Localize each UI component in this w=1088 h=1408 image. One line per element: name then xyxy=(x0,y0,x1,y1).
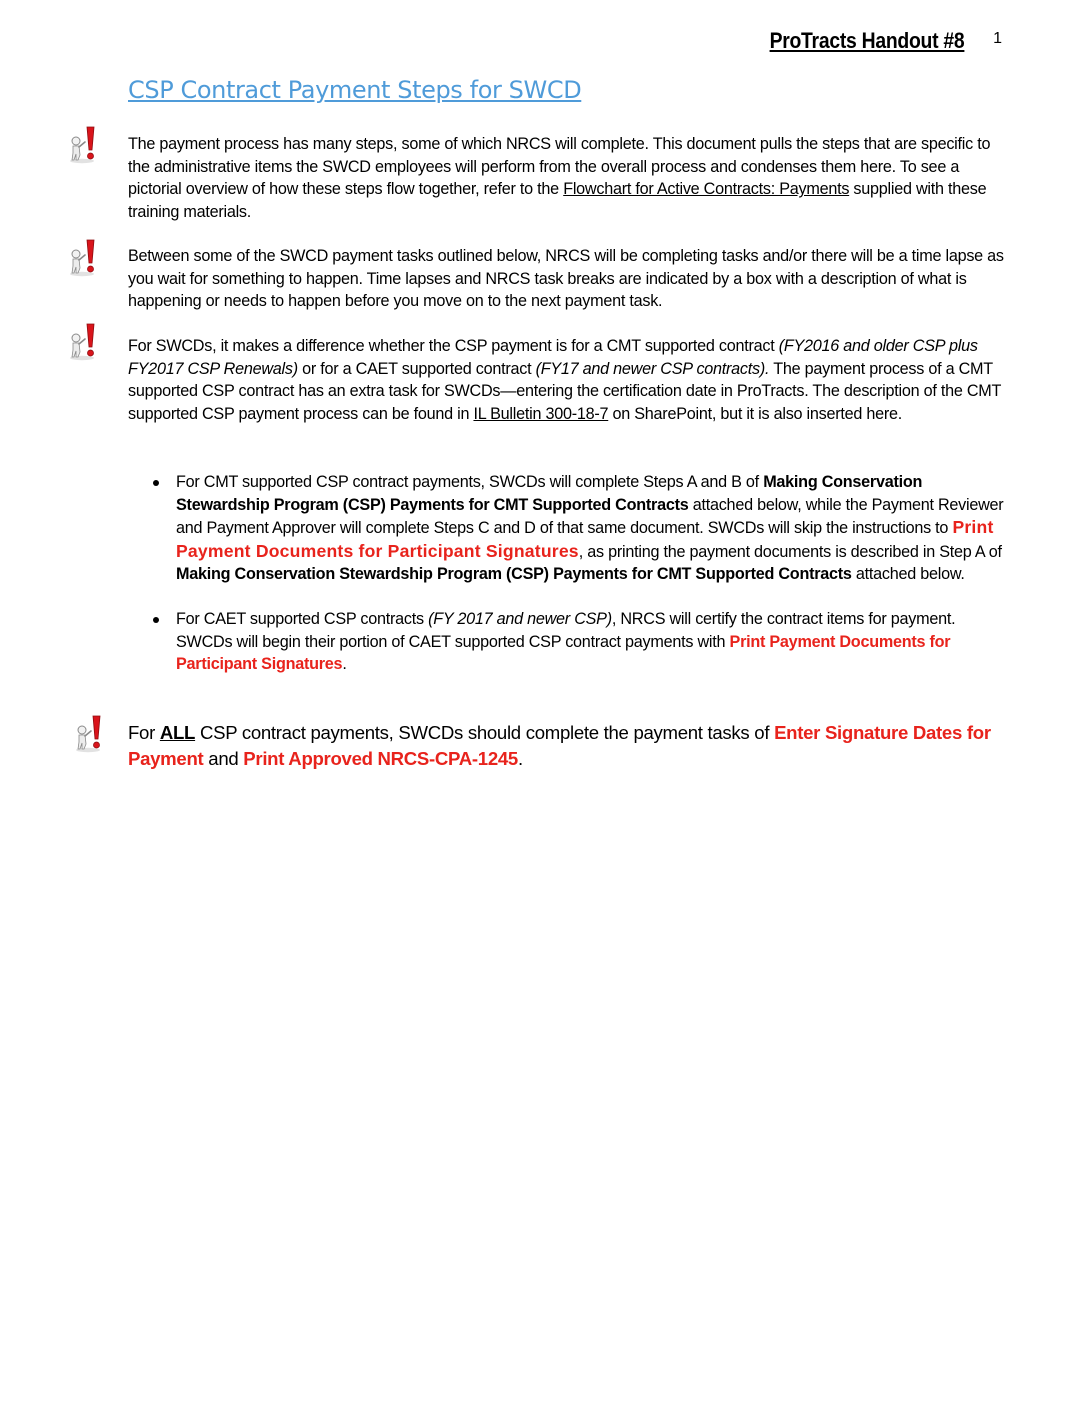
handout-label: ProTracts Handout #8 xyxy=(769,28,964,53)
b2-text-b: , NRCS will certify the contract items for payment. SWCDs will begin their portion of CAET supported CSP contract payments with xyxy=(176,609,956,651)
enter-signature-dates-link[interactable]: Enter Signature Dates for Payment xyxy=(128,722,991,769)
document-title[interactable]: CSP Contract Payment Steps for SWCD xyxy=(128,76,582,104)
b1-bold-doc-title: Making Conservation Stewardship Program (CSP) Payments for CMT Supported Contracts xyxy=(176,473,923,514)
final-all-emphasis: ALL xyxy=(159,722,196,743)
exclamation-figure-icon xyxy=(66,321,102,361)
b1-text-c: , as printing the payment documents is described in Step A of xyxy=(578,542,1002,561)
p3-text-c: The payment process of a CMT supported CSP contract has an extra task for SWCDs—entering the certification date in ProTracts. The description of the CMT supported CSP payment process can be found in xyxy=(128,359,1001,423)
cmt-caet-paragraph xyxy=(128,335,1008,425)
bullet-dot xyxy=(153,617,159,623)
b1-text-b: attached below, while the Payment Reviewer and Payment Approver will complete Steps C and D of that same document. SWCDs will skip the instructions to xyxy=(176,495,1004,538)
b1-text-d: attached below. xyxy=(851,565,965,584)
final-text-b: CSP contract payments, SWCDs should complete the payment tasks of xyxy=(195,722,775,743)
p3-text-d: on SharePoint, but it is also inserted here. xyxy=(608,404,903,423)
b2-text-a: For CAET supported CSP contracts xyxy=(176,609,429,628)
bullet-caet xyxy=(128,608,1008,676)
b1-text-a: For CMT supported CSP contract payments, SWCDs will complete Steps A and B of xyxy=(176,473,764,491)
time-lapse-paragraph: Between some of the SWCD payment tasks outlined below, NRCS will be completing tasks and/or there will be a time lapse as you wait for something to happen. Time lapses and NRCS task breaks are indicated by a box with a description of what is happening or needs to happen before you move on to the next payment task. xyxy=(128,247,1004,311)
intro-text: The payment process has many steps, some of which NRCS will complete. This document pulls the steps that are specific to the administrative items the SWCD employees will perform from the overall process and condenses them here. To see a pictorial overview of how these steps flow together, refer to the xyxy=(128,135,991,199)
print-payment-docs-link[interactable]: Print Payment Documents for Participant Signatures xyxy=(176,517,994,561)
payment-bullets xyxy=(128,471,1008,676)
exclamation-figure-icon xyxy=(66,237,102,277)
final-text-a: For xyxy=(128,722,160,743)
print-payment-docs-link-2[interactable]: Print Payment Documents for Participant Signatures xyxy=(176,632,951,674)
final-text-d: . xyxy=(517,747,523,769)
intro-text-end: supplied with these training materials. xyxy=(128,180,987,221)
flowchart-link[interactable]: Flowchart for Active Contracts: Payments xyxy=(563,180,850,199)
b2-text-c: . xyxy=(342,655,347,674)
p3-text-a: For SWCDs, it makes a difference whether the CSP payment is for a CMT supported contract xyxy=(128,337,779,355)
exclamation-figure-icon xyxy=(66,124,102,164)
p3-italic-a: (FY2016 and older CSP plus FY2017 CSP Renewals) xyxy=(128,337,978,378)
il-bulletin-link[interactable]: IL Bulletin 300-18-7 xyxy=(473,404,609,423)
p3-text-b: or for a CAET supported contract xyxy=(297,359,536,378)
print-approved-cpa-link[interactable]: Print Approved NRCS-CPA-1245 xyxy=(243,747,518,769)
p3-italic-b: (FY17 and newer CSP contracts). xyxy=(535,359,770,378)
b1-bold-doc-title-2: Making Conservation Stewardship Program (CSP) Payments for CMT Supported Contracts xyxy=(176,565,852,584)
bullet-dot xyxy=(153,480,159,486)
all-payments-paragraph xyxy=(128,720,1008,771)
page-header xyxy=(0,26,1088,56)
intro-paragraph xyxy=(128,133,1008,223)
page-number: 1 xyxy=(993,30,1002,47)
bullet-cmt xyxy=(128,471,1008,586)
final-text-c: and xyxy=(203,747,244,769)
exclamation-figure-icon xyxy=(72,713,108,753)
b2-italic-a: (FY 2017 and newer CSP) xyxy=(428,609,612,628)
